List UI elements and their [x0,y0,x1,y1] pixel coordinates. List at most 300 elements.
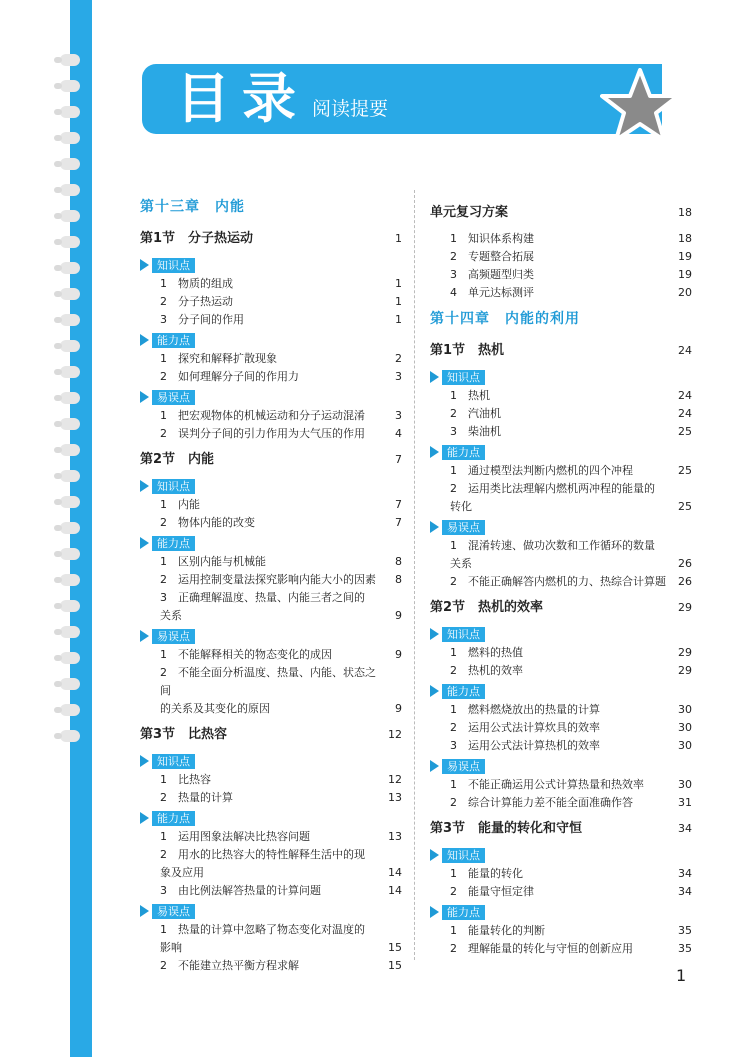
toc-right-column [430,196,692,958]
star-icon [600,68,680,144]
entry-number: 1 [160,830,167,843]
category-tag [140,256,402,274]
binder-ring [60,262,80,274]
category-label: 知识点 [152,479,195,494]
binder-ring [60,158,80,170]
section-heading [140,449,402,471]
entry-page: 9 [395,648,402,661]
entry-page: 20 [678,286,692,299]
category-tag [140,752,402,770]
entry-text: 知识体系构建 [468,232,534,245]
chapter-title: 第十四章 内能的利用 [430,311,580,327]
entry-number: 3 [160,313,167,326]
category-label: 易误点 [442,759,485,774]
entry-number: 1 [160,277,167,290]
entry-page: 24 [678,389,692,402]
category-tag [140,331,402,349]
binder-ring [60,106,80,118]
category-label: 能力点 [152,811,195,826]
toc-entry [430,737,692,755]
entry-text: 不能全面分析温度、热量、内能、状态之间 [160,666,376,697]
entry-text: 能量守恒定律 [468,885,534,898]
toc-entry [140,350,402,368]
entry-text: 不能建立热平衡方程求解 [178,959,299,972]
triangle-icon [140,812,149,824]
toc-entry-continued [140,700,402,718]
triangle-icon [140,755,149,767]
entry-page: 15 [388,941,402,954]
entry-page: 35 [678,924,692,937]
triangle-icon [140,334,149,346]
entry-page: 13 [388,791,402,804]
entry-page: 18 [678,232,692,245]
category-tag [430,368,692,386]
binder-ring [60,496,80,508]
category-tag [140,534,402,552]
entry-page: 9 [395,609,402,622]
entry-label [450,230,668,248]
triangle-icon [430,906,439,918]
entry-number: 2 [450,407,457,420]
entry-label [450,266,668,284]
entry-text: 混淆转速、做功次数和工作循环的数量 [468,539,655,552]
entry-number: 2 [160,791,167,804]
entry-label [450,719,668,737]
entry-text: 不能解释相关的物态变化的成因 [178,648,332,661]
entry-text: 汽油机 [468,407,501,420]
toc-entry [430,776,692,794]
entry-label [450,248,668,266]
entry-label [160,553,378,571]
toc-entry [140,571,402,589]
toc-entry [140,496,402,514]
toc-entry [430,284,692,302]
entry-number: 1 [450,778,457,791]
entry-label [160,311,378,329]
category-tag [430,443,692,461]
entry-number: 1 [450,389,457,402]
triangle-icon [430,760,439,772]
entry-label [160,350,378,368]
category-label: 易误点 [152,629,195,644]
toc-entry-continued [430,555,692,573]
triangle-icon [430,521,439,533]
category-label: 易误点 [152,390,195,405]
entry-label [160,407,378,425]
section-heading [430,340,692,362]
entry-text-continued: 影响 [160,941,182,954]
category-tag [430,757,692,775]
entry-page: 30 [678,721,692,734]
entry-label [160,571,378,589]
triangle-icon [430,628,439,640]
binder-ring [60,704,80,716]
entry-number: 3 [450,268,457,281]
entry-number: 2 [450,885,457,898]
entry-text: 误判分子间的引力作用为大气压的作用 [178,427,365,440]
toc-entry [430,883,692,901]
entry-text: 燃料的热值 [468,646,523,659]
toc-entry [140,789,402,807]
entry-text: 单元达标测评 [468,286,534,299]
entry-text: 探究和解释扩散现象 [178,352,277,365]
entry-text-continued: 象及应用 [160,866,204,879]
entry-page: 13 [388,830,402,843]
binder-ring [60,236,80,248]
entry-label [450,776,668,794]
entry-label [160,957,378,975]
toc-entry [140,646,402,664]
entry-number: 2 [450,575,457,588]
entry-label [450,387,668,405]
entry-text: 运用图象法解决比热容问题 [178,830,310,843]
category-label: 易误点 [442,520,485,535]
entry-number: 2 [450,942,457,955]
section-heading [140,724,402,746]
entry-text: 内能 [178,498,200,511]
entry-page: 3 [395,409,402,422]
entry-label [450,644,668,662]
toc-entry [140,293,402,311]
entry-text: 综合计算能力差不能全面准确作答 [468,796,633,809]
toc-entry [140,828,402,846]
entry-text: 理解能量的转化与守恒的创新应用 [468,942,633,955]
section-page: 12 [388,728,402,741]
triangle-icon [140,259,149,271]
triangle-icon [140,630,149,642]
binder-ring [60,418,80,430]
binder-ring [60,366,80,378]
entry-page: 9 [395,702,402,715]
entry-number: 2 [450,482,457,495]
entry-number: 3 [450,739,457,752]
binder-ring [60,392,80,404]
entry-label [450,480,668,498]
entry-text: 不能正确运用公式计算热量和热效率 [468,778,644,791]
toc-entry [140,771,402,789]
entry-text: 物体内能的改变 [178,516,255,529]
entry-page: 25 [678,500,692,513]
toc-entry [430,480,692,498]
entry-text: 热机的效率 [468,664,523,677]
entry-page: 19 [678,250,692,263]
entry-page: 7 [395,516,402,529]
section-heading [430,202,692,224]
toc-entry [140,368,402,386]
entry-page: 25 [678,425,692,438]
binder-ring [60,288,80,300]
page-title: 目录 [176,67,308,130]
triangle-icon [430,849,439,861]
binder-ring [60,80,80,92]
toc-entry [140,311,402,329]
entry-text: 比热容 [178,773,211,786]
toc-entry-continued [140,939,402,957]
triangle-icon [140,537,149,549]
category-tag [430,846,692,864]
toc-entry [430,248,692,266]
binder-ring [60,184,80,196]
entry-text: 通过模型法判断内燃机的四个冲程 [468,464,633,477]
triangle-icon [430,685,439,697]
entry-number: 2 [450,796,457,809]
entry-number: 2 [160,848,167,861]
binder-ring [60,626,80,638]
binder-ring [60,678,80,690]
entry-label [160,789,378,807]
category-tag [430,625,692,643]
toc-entry [430,266,692,284]
entry-label [160,514,378,532]
entry-label [160,368,378,386]
section-title: 单元复习方案 [430,205,509,220]
toc-entry [430,662,692,680]
binder-ring [60,210,80,222]
entry-page: 12 [388,773,402,786]
category-tag [140,388,402,406]
section-page: 24 [678,344,692,357]
binder-ring [60,444,80,456]
entry-number: 1 [450,539,457,552]
entry-label [160,589,378,607]
entry-page: 14 [388,866,402,879]
category-tag [430,682,692,700]
section-page: 34 [678,822,692,835]
entry-label [160,664,378,700]
entry-page: 24 [678,407,692,420]
entry-text: 物质的组成 [178,277,233,290]
entry-label [450,865,668,883]
toc-entry-continued [140,864,402,882]
toc-entry [140,921,402,939]
entry-text: 专题整合拓展 [468,250,534,263]
entry-label [160,293,378,311]
triangle-icon [430,371,439,383]
entry-label [450,284,668,302]
entry-text: 用水的比热容大的特性解释生活中的现 [178,848,365,861]
toc-entry [430,462,692,480]
triangle-icon [140,905,149,917]
category-label: 能力点 [152,333,195,348]
page-number: 1 [676,966,687,985]
section-page: 1 [395,232,402,245]
category-label: 知识点 [442,370,485,385]
entry-page: 3 [395,370,402,383]
section-title: 第3节 比热容 [140,727,228,742]
entry-text: 运用控制变量法探究影响内能大小的因素 [178,573,376,586]
category-tag [140,627,402,645]
entry-number: 4 [450,286,457,299]
section-heading [430,597,692,619]
triangle-icon [140,391,149,403]
entry-number: 1 [160,498,167,511]
entry-number: 2 [160,295,167,308]
entry-number: 2 [160,573,167,586]
entry-number: 2 [450,664,457,677]
entry-text: 能量转化的判断 [468,924,545,937]
entry-text: 把宏观物体的机械运动和分子运动混淆 [178,409,365,422]
entry-label [160,828,378,846]
entry-text: 运用类比法理解内燃机两冲程的能量的 [468,482,655,495]
binder-ring [60,54,80,66]
entry-number: 1 [450,924,457,937]
entry-text-continued: 转化 [450,500,472,513]
category-label: 能力点 [442,905,485,920]
toc-entry [140,407,402,425]
entry-label [450,462,668,480]
binder-ring [60,470,80,482]
toc-entry [430,573,692,591]
binder-ring [60,314,80,326]
entry-page: 26 [678,575,692,588]
entry-page: 8 [395,555,402,568]
toc-entry [430,865,692,883]
section-title: 第3节 能量的转化和守恒 [430,821,583,836]
binder-ring [60,522,80,534]
toc-entry [430,922,692,940]
toc-entry [430,405,692,423]
section-title: 第2节 热机的效率 [430,600,544,615]
toc-entry [430,719,692,737]
section-title: 第2节 内能 [140,452,215,467]
entry-page: 29 [678,646,692,659]
entry-label [160,425,378,443]
column-divider [414,190,415,960]
entry-text-continued: 关系 [160,609,182,622]
entry-page: 26 [678,557,692,570]
entry-number: 1 [450,646,457,659]
entry-text: 不能正确解答内燃机的力、热综合计算题 [468,575,666,588]
toc-entry [430,423,692,441]
toc-entry [430,794,692,812]
section-title: 第1节 热机 [430,343,505,358]
toc-entry [140,275,402,293]
toc-entry [430,644,692,662]
entry-page: 31 [678,796,692,809]
category-tag [140,902,402,920]
entry-text: 热机 [468,389,490,402]
entry-page: 34 [678,885,692,898]
entry-page: 30 [678,703,692,716]
toc-left-column [140,196,402,975]
entry-text: 运用公式法计算炊具的效率 [468,721,600,734]
entry-label [160,771,378,789]
entry-text: 柴油机 [468,425,501,438]
entry-number: 2 [160,666,167,679]
entry-label [160,882,378,900]
toc-entry [140,846,402,864]
entry-text: 高频题型归类 [468,268,534,281]
category-label: 能力点 [152,536,195,551]
entry-text: 燃料燃烧放出的热量的计算 [468,703,600,716]
entry-text: 热量的计算 [178,791,233,804]
binder-ring [60,548,80,560]
entry-label [450,662,668,680]
entry-page: 15 [388,959,402,972]
entry-number: 1 [160,555,167,568]
toc-entry [430,701,692,719]
binder-strip [0,0,92,1057]
entry-page: 30 [678,739,692,752]
entry-page: 4 [395,427,402,440]
entry-label [450,537,668,555]
entry-label [450,940,668,958]
entry-label [450,794,668,812]
binder-ring [60,574,80,586]
toc-entry-continued [140,607,402,625]
category-label: 知识点 [442,627,485,642]
entry-page: 34 [678,867,692,880]
category-tag [140,477,402,495]
triangle-icon [430,446,439,458]
page-subtitle: 阅读提要 [312,98,389,120]
entry-text: 分子间的作用 [178,313,244,326]
entry-page: 25 [678,464,692,477]
category-label: 知识点 [152,258,195,273]
entry-label [450,573,668,591]
entry-page: 1 [395,277,402,290]
category-label: 能力点 [442,445,485,460]
entry-number: 1 [450,867,457,880]
toc-entry [140,589,402,607]
entry-text: 由比例法解答热量的计算问题 [178,884,321,897]
entry-label [450,883,668,901]
entry-label [450,701,668,719]
chapter-title: 第十三章 内能 [140,199,245,215]
entry-number: 1 [450,703,457,716]
category-tag [430,903,692,921]
entry-label [450,405,668,423]
entry-number: 3 [160,884,167,897]
entry-number: 1 [160,923,167,936]
toc-entry [430,230,692,248]
toc-entry [140,553,402,571]
category-label: 能力点 [442,684,485,699]
entry-label [450,737,668,755]
toc-entry [140,425,402,443]
toc-entry [430,537,692,555]
entry-page: 14 [388,884,402,897]
entry-text: 能量的转化 [468,867,523,880]
entry-page: 30 [678,778,692,791]
binder-ring [60,652,80,664]
binder-ring [60,340,80,352]
entry-number: 2 [450,721,457,734]
entry-label [450,423,668,441]
toc-entry [140,957,402,975]
entry-number: 1 [160,648,167,661]
entry-text-continued: 的关系及其变化的原因 [160,702,270,715]
entry-text: 热量的计算中忽略了物态变化对温度的 [178,923,365,936]
category-label: 知识点 [152,754,195,769]
entry-number: 1 [160,409,167,422]
entry-text: 如何理解分子间的作用力 [178,370,299,383]
toc-entry [140,664,402,700]
entry-label [160,646,378,664]
entry-number: 1 [450,232,457,245]
entry-page: 29 [678,664,692,677]
entry-page: 1 [395,295,402,308]
section-heading [140,228,402,250]
section-title: 第1节 分子热运动 [140,231,254,246]
entry-page: 19 [678,268,692,281]
entry-page: 8 [395,573,402,586]
toc-entry [140,514,402,532]
binder-ring [60,730,80,742]
category-tag [140,809,402,827]
category-label: 易误点 [152,904,195,919]
entry-number: 1 [160,352,167,365]
